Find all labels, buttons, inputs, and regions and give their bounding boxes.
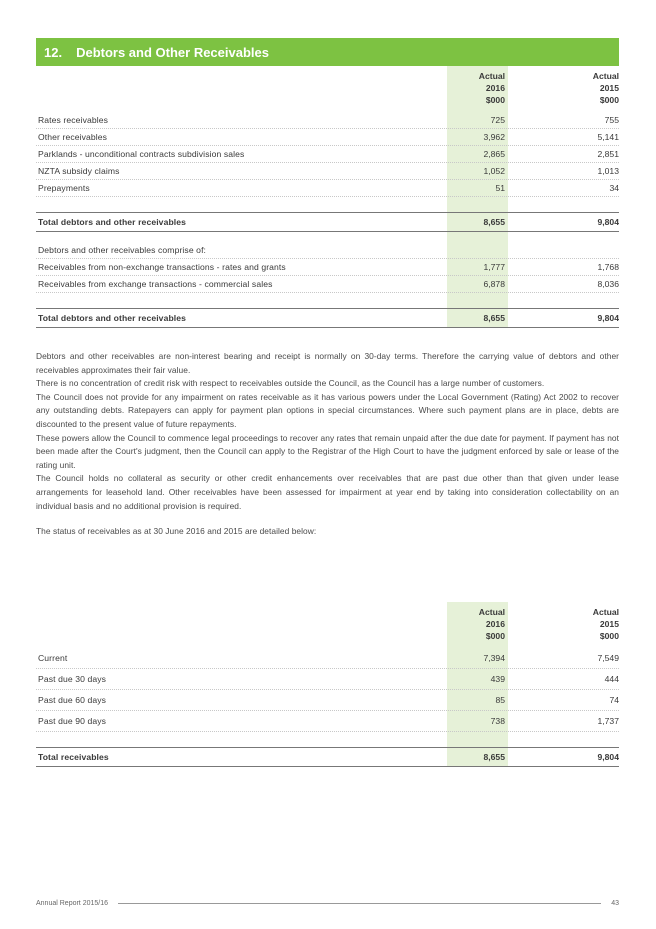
spacer-rule — [36, 732, 619, 748]
table-row: Parklands - unconditional contracts subdivision sales 2,865 2,851 — [36, 146, 619, 163]
paragraph: The Council holds no collateral as security or other credit enhancements over receivables that are past due other than that given under lease arrangements for leasehold land. Other receivables have been assessed for impairment at year end by taking into consideration collectability on an individual basis and no additional provision is required. — [36, 473, 619, 511]
spacer-rule — [36, 293, 619, 309]
total-row: Total debtors and other receivables 8,655 9,804 — [36, 213, 619, 232]
table-row: Rates receivables 725 755 — [36, 112, 619, 129]
footer-rule — [118, 903, 601, 904]
table-row: Past due 60 days 85 74 — [36, 690, 619, 711]
section-title: Debtors and Other Receivables — [76, 44, 269, 60]
table-row: Prepayments 51 34 — [36, 180, 619, 197]
table-header — [36, 602, 619, 648]
col-2016-header: Actual 2016 $000 — [478, 71, 505, 105]
table-row: Other receivables 3,962 5,141 — [36, 129, 619, 146]
col-2016-header: Actual 2016 $000 — [478, 607, 505, 641]
footer-report-title: Annual Report 2015/16 — [36, 899, 108, 907]
section-number: 12. — [44, 44, 63, 60]
paragraph: Debtors and other receivables are non-interest bearing and receipt is normally on 30-day terms. Therefore the carrying value of debtors and other receivables approximates their fair value. — [36, 351, 619, 375]
blank-row — [36, 232, 619, 242]
col-2015-header: Actual 2015 $000 — [592, 607, 619, 641]
debtors-table — [36, 66, 619, 328]
table-header — [36, 66, 619, 112]
table-row: Current 7,394 7,549 — [36, 648, 619, 669]
paragraph: There is no concentration of credit risk with respect to receivables outside the Council, as the Council has a large number of customers. — [36, 378, 545, 389]
paragraph: The Council does not provide for any impairment on rates receivable as it has various powers under the Local Government (Rating) Act 2002 to recover any outstanding debts. Ratepayers can apply for payment plan options in special circumstances. Where such payment plans are in place, debts are discounted to the present value of future repayments. — [36, 391, 619, 429]
total-row: Total debtors and other receivables 8,655 9,804 — [36, 309, 619, 328]
col-2015-header: Actual 2015 $000 — [592, 71, 619, 105]
paragraph: The status of receivables as at 30 June 2016 and 2015 are detailed below: — [36, 526, 317, 537]
page-footer — [36, 896, 619, 910]
page-number: 43 — [611, 899, 619, 907]
section-header — [36, 38, 619, 66]
table-row: NZTA subsidy claims 1,052 1,013 — [36, 163, 619, 180]
total-row: Total receivables 8,655 9,804 — [36, 748, 619, 767]
notes-text — [36, 350, 619, 539]
table-row: Past due 90 days 738 1,737 — [36, 711, 619, 732]
table-row: Receivables from non-exchange transactions - rates and grants 1,777 1,768 — [36, 259, 619, 276]
table-row: Receivables from exchange transactions - commercial sales 6,878 8,036 — [36, 276, 619, 293]
comprise-label-row: Debtors and other receivables comprise of: — [36, 242, 619, 259]
receivables-status-table — [36, 602, 619, 767]
table-row: Past due 30 days 439 444 — [36, 669, 619, 690]
spacer-rule — [36, 197, 619, 213]
paragraph: These powers allow the Council to commence legal proceedings to recover any rates that remain unpaid after the due date for payment. If payment has not been made after the Court's judgment, then the Council can apply to the Registrar of the High Court to have the judgment enforced by sale or lease of the rating unit. — [36, 432, 619, 470]
